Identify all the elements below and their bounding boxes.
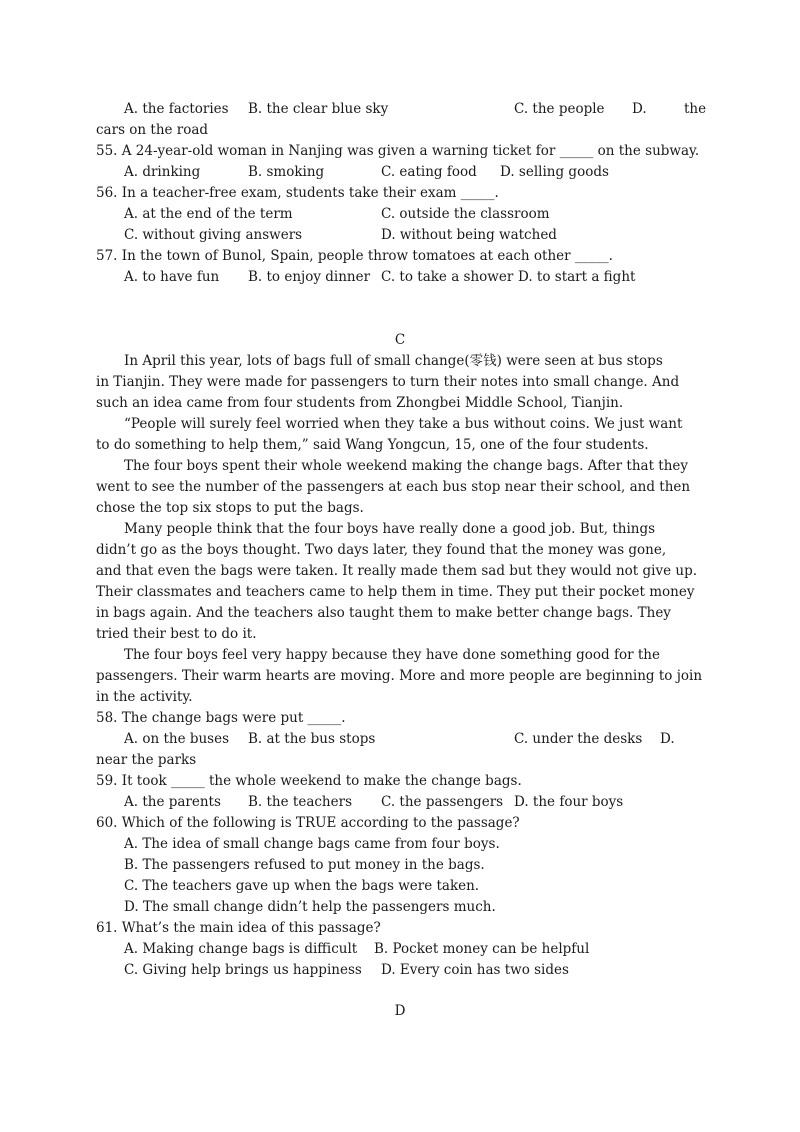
q61-option-c: C. Giving help brings us happiness [124, 962, 362, 978]
q60-option-b: B. The passengers refused to put money in the bags. [124, 857, 485, 873]
q55-stem: 55. A 24-year-old woman in Nanjing was given a warning ticket for _____ on the subway. [96, 143, 700, 159]
q60-option-a: A. The idea of small change bags came from four boys. [124, 836, 500, 852]
q57-stem: 57. In the town of Bunol, Spain, people throw tomatoes at each other _____. [96, 248, 613, 264]
q57-option-a: A. to have fun [124, 269, 220, 285]
q54-option-d-cont: cars on the road [96, 122, 209, 138]
q54-option-b: B. the clear blue sky [248, 101, 389, 117]
q57-option-b: B. to enjoy dinner [248, 269, 371, 285]
q55-option-a: A. drinking [124, 164, 201, 180]
passage-line: Many people think that the four boys have really done a good job. But, things [124, 521, 656, 537]
q60-option-c: C. The teachers gave up when the bags were taken. [124, 878, 480, 894]
q56-option-a: A. at the end of the term [124, 206, 293, 222]
passage-line: and that even the bags were taken. It really made them sad but they would not give up. [96, 563, 698, 579]
passage-line: went to see the number of the passengers at each bus stop near their school, and then [96, 479, 691, 495]
q59-stem: 59. It took _____ the whole weekend to make the change bags. [96, 773, 522, 789]
q54-option-c: C. the people [514, 101, 605, 117]
q61-option-d: D. Every coin has two sides [381, 962, 569, 978]
passage-line: In April this year, lots of bags full of small change(零钱) were seen at bus stops [124, 353, 663, 369]
q54-option-a: A. the factories [124, 101, 229, 117]
q55-option-d: D. selling goods [500, 164, 609, 180]
q56-option-c: C. without giving answers [124, 227, 303, 243]
q59-option-c: C. the passengers [381, 794, 504, 810]
q55-option-c: C. eating food [381, 164, 477, 180]
passage-line: such an idea came from four students from Zhongbei Middle School, Tianjin. [96, 395, 624, 411]
q56-stem: 56. In a teacher-free exam, students take their exam _____. [96, 185, 499, 201]
q61-option-a: A. Making change bags is difficult [124, 941, 358, 957]
q55-option-b: B. smoking [248, 164, 325, 180]
q59-option-b: B. the teachers [248, 794, 352, 810]
q60-stem: 60. Which of the following is TRUE according to the passage? [96, 815, 520, 831]
section-heading-c: C [394, 332, 406, 348]
q58-stem: 58. The change bags were put _____. [96, 710, 346, 726]
passage-line: in the activity. [96, 689, 193, 705]
passage-line: didn’t go as the boys thought. Two days later, they found that the money was gone, [96, 542, 667, 558]
q54-option-d: D. [632, 101, 647, 117]
section-heading-d: D [394, 1003, 406, 1019]
passage-line: in Tianjin. They were made for passengers to turn their notes into small change. And [96, 374, 680, 390]
passage-line: The four boys feel very happy because they have done something good for the [124, 647, 660, 663]
q56-option-b: C. outside the classroom [381, 206, 550, 222]
q54-option-d-start: the [684, 101, 707, 117]
q61-option-b: B. Pocket money can be helpful [374, 941, 590, 957]
q57-option-c: C. to take a shower [381, 269, 514, 285]
passage-line: chose the top six stops to put the bags. [96, 500, 364, 516]
q61-stem: 61. What’s the main idea of this passage? [96, 920, 381, 936]
q56-option-d: D. without being watched [381, 227, 557, 243]
passage-line: The four boys spent their whole weekend making the change bags. After that they [124, 458, 689, 474]
q57-option-d: D. to start a fight [518, 269, 636, 285]
passage-line: tried their best to do it. [96, 626, 257, 642]
passage-line: Their classmates and teachers came to help them in time. They put their pocket money [96, 584, 695, 600]
q58-option-b: B. at the bus stops [248, 731, 376, 747]
q58-option-c: C. under the desks [514, 731, 643, 747]
q59-option-d: D. the four boys [514, 794, 624, 810]
q59-option-a: A. the parents [124, 794, 221, 810]
passage-line: “People will surely feel worried when they take a bus without coins. We just want [124, 416, 683, 432]
q58-option-d: D. [660, 731, 675, 747]
passage-line: to do something to help them,” said Wang Yongcun, 15, one of the four students. [96, 437, 649, 453]
q58-option-a: A. on the buses [124, 731, 230, 747]
passage-line: passengers. Their warm hearts are moving. More and more people are beginning to join [96, 668, 703, 684]
q58-option-d-cont: near the parks [96, 752, 197, 768]
passage-line: in bags again. And the teachers also taught them to make better change bags. They [96, 605, 671, 621]
q60-option-d: D. The small change didn’t help the passengers much. [124, 899, 496, 915]
